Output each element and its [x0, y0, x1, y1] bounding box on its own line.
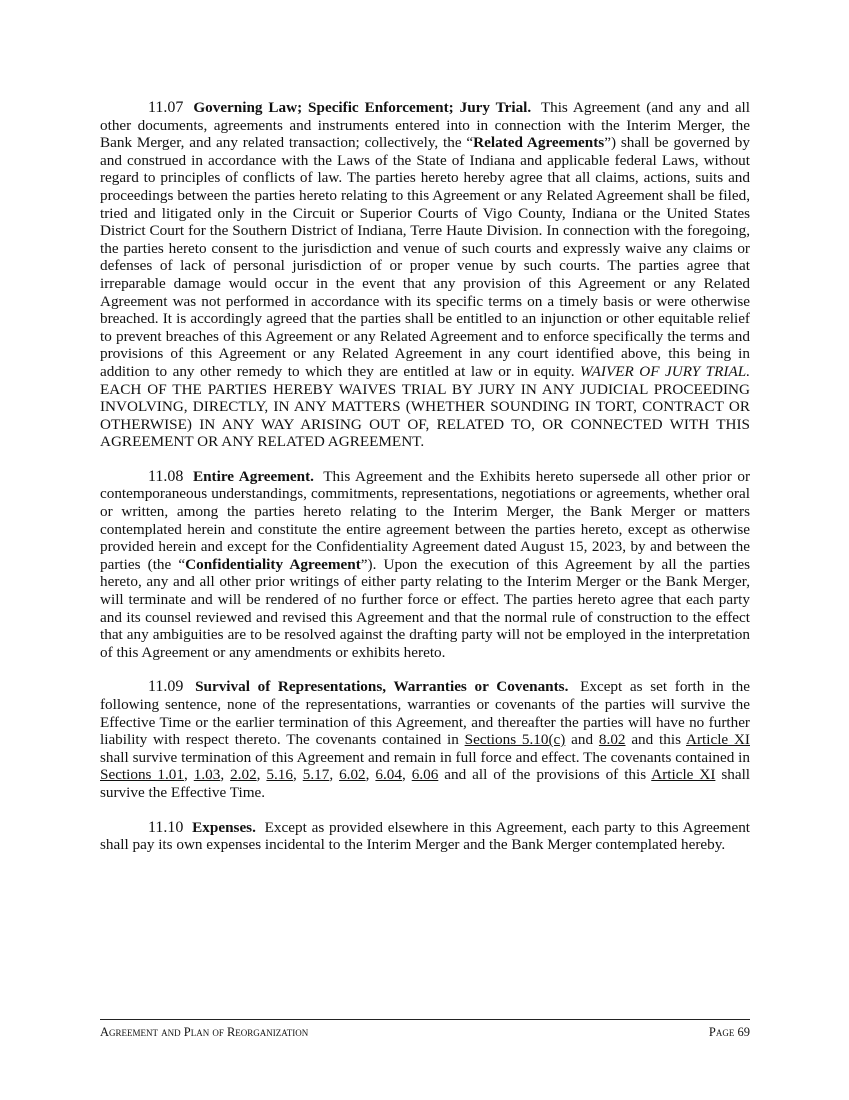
cross-reference: 5.16: [266, 766, 293, 784]
cross-reference: Sections 5.10(c): [464, 731, 566, 749]
document-page: [100, 99, 750, 871]
cross-reference: 6.04: [375, 766, 402, 784]
cross-reference: Article XI: [651, 766, 716, 784]
section-heading: Expenses.: [192, 818, 256, 836]
cross-reference: 2.02: [230, 766, 257, 784]
section-text: This Agreement and the Exhibits hereto supersede all other prior or contemporaneous understandings, commitments, representations, negotiations or agreements, whether oral or written, among the parties hereto relating to the Interim Merger, the Bank Merger or matters contemplated herein and constitute the entire agreement between the parties hereto, except as otherwise provided herein and except for the Confidentiality Agreement dated August 15, 2023, by and between the parties (the “: [100, 467, 750, 573]
section-heading: Governing Law; Specific Enforcement; Jury Trial.: [193, 99, 532, 116]
section-text: This Agreement (and any and all other documents, agreements and instruments entered into in connection with the Interim Merger, the Bank Merger, and any related transaction; collectively, the “: [100, 99, 751, 152]
section-11-08: [100, 468, 750, 662]
section-number: 11.07: [148, 99, 184, 116]
section-text: and: [571, 731, 594, 749]
section-text: Except as provided elsewhere in this Agreement, each party to this Agreement shall pay its own expenses incidental to the Interim Merger and the Bank Merger contemplated hereby.: [100, 818, 751, 854]
waiver-heading: WAIVER OF JURY TRIAL.: [580, 362, 750, 380]
cross-reference: 1.03: [193, 766, 221, 784]
cross-reference: 6.02: [339, 766, 366, 784]
cross-reference: 5.17: [302, 766, 330, 784]
section-11-09: 11.09 Survival of Representations, Warranties or Covenants. Except as set forth in the following sentence, none of the representations, warranties or covenants of the parties will survive the Effective Time or the earlier termination of this Agreement, and thereafter the parties will have no further liability with respect thereto. The covenants contained in Sections 5.10(c) and 8.02 and this Article XI shall survive termination of this Agreement and remain in full force and effect. The covenants contained in Sections 1.01, 1.03, 2.02, 5.16, 5.17, 6.02, 6.04, 6.06 and all of the provisions of this Article XI shall survive the Effective Time.: [100, 678, 751, 801]
cross-reference: 6.06: [411, 766, 439, 784]
section-text: shall survive termination of this Agreement and remain in full force and effect. The covenants contained in: [100, 748, 750, 766]
section-11-10: [100, 819, 750, 854]
cross-reference: Sections 1.01: [100, 766, 184, 784]
section-text: EACH OF THE PARTIES HEREBY WAIVES TRIAL BY JURY IN ANY JUDICIAL PROCEEDING INVOLVING, DIRECTLY, IN ANY MATTERS (WHETHER SOUNDING IN TORT, CONTRACT OR OTHERWISE) IN ANY WAY ARISING OUT OF, RELATED TO, OR CONNECTED WITH THIS AGREEMENT OR ANY RELATED AGREEMENT.: [100, 380, 750, 451]
cross-reference: 8.02: [598, 731, 626, 749]
footer-page-number: Page 69: [708, 1025, 750, 1039]
section-number: 11.09: [148, 678, 184, 696]
section-11-07: [100, 99, 750, 451]
section-number: 11.10: [148, 818, 184, 836]
section-text: Except as set forth in the following sentence, none of the representations, warranties or covenants of the parties will survive the Effective Time or the earlier termination of this Agreement, and thereafter the parties will have no further liability with respect thereto. The covenants contained in: [100, 678, 751, 749]
section-heading: Entire Agreement.: [192, 467, 314, 485]
section-heading: Survival of Representations, Warranties or Covenants.: [195, 678, 569, 696]
defined-term: Related Agreements: [473, 134, 605, 152]
section-text: shall survive the Effective Time.: [100, 766, 751, 801]
section-text: ”) shall be governed by and construed in accordance with the Laws of the State of Indiana and applicable federal Laws, without regard to principles of conflicts of law. The parties hereto hereby agree that all claims, actions, suits and proceedings between the parties hereto relating to this Agreement or any Related Agreement shall be filed, tried and litigated only in the Circuit or Superior Courts of Vigo County, Indiana or the United States District Court for the Southern District of Indiana, Terre Haute Division. In connection with the foregoing, the parties hereto consent to the jurisdiction and venue of such courts and expressly waive any claims or defenses of lack of personal jurisdiction of or proper venue by such courts. The parties agree that irreparable damage would occur in the event that any provision of this Agreement or any Related Agreement was not performed in accordance with its specific terms on a timely basis or were otherwise breached. It is accordingly agreed that the parties shall be entitled to an injunction or other equitable relief to prevent breaches of this Agreement or any Related Agreement and to enforce specifically the terms and provisions of this Agreement or any Related Agreement in any court identified above, this being in addition to any other remedy to which they are entitled at law or in equity.: [100, 134, 750, 380]
footer-document-title: Agreement and Plan of Reorganization: [100, 1025, 309, 1039]
section-text: and this: [631, 731, 681, 749]
cross-reference: Article XI: [685, 731, 750, 749]
section-text: ”). Upon the execution of this Agreement by all the parties hereto, any and all other prior writings of either party relating to the Interim Merger or the Bank Merger, will terminate and will be rendered of no further force or effect. The parties hereto agree that each party and its counsel reviewed and revised this Agreement and that the normal rule of construction to the effect that any ambiguities are to be resolved against the drafting party will not be employed in the interpretation of this Agreement or any amendments or exhibits hereto.: [100, 555, 750, 661]
section-number: 11.08: [148, 467, 184, 485]
section-text: and all of the provisions of this: [444, 766, 647, 784]
defined-term: Confidentiality Agreement: [185, 555, 361, 573]
page-footer: [100, 1019, 750, 1040]
